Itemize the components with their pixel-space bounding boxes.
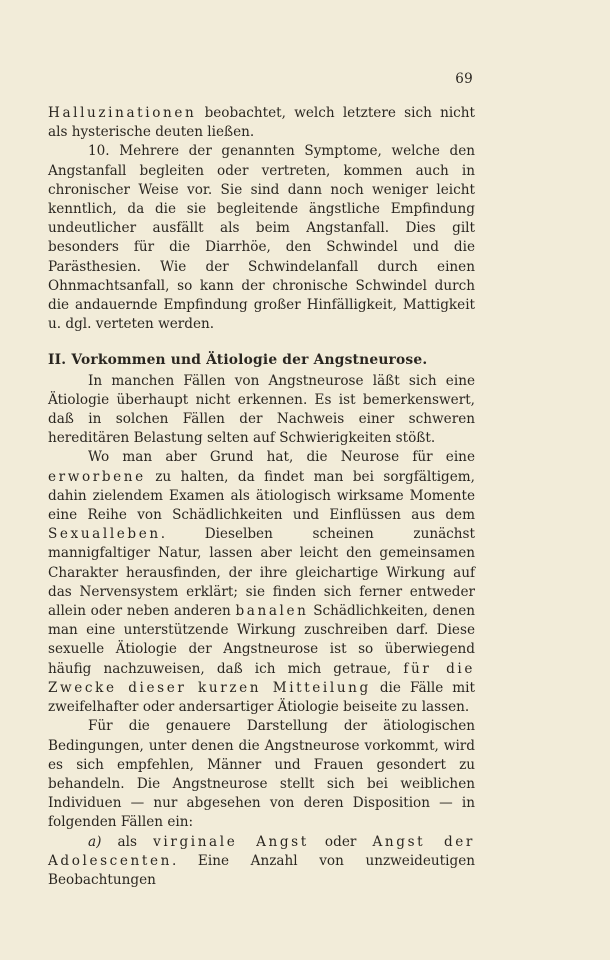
paragraph-symptoms: 10. Mehrere der genannten Symptome, welche den Angstanfall begleiten oder vertreten, kommen auch in chronischer Weise vor. Sie sind dann noch weniger leicht kenntlich, da die sie begleitende ängstliche Empfindung undeutlicher ausfällt als beim Angstanfall. Dies gilt besonders für die Diarrhöe, den Schwindel und die Parästhesien. Wie der Schwindelanfall durch einen Ohnmachtsanfall, so kann der chronische Schwindel durch die andauernde Empfindung großer Hinfälligkeit, Mattigkeit u. dgl. verteten werden. [48,143,475,333]
paragraph-conditions: Für die genauere Darstellung der ätiologischen Bedingungen, unter denen die Angstneurose vorkommt, wird es sich empfehlen, Männer und Frauen gesondert zu behandeln. Die Angstneurose stellt sich bei weiblichen Individuen — nur abgesehen von deren Disposition — in folgenden Fällen ein: [48,718,475,831]
paragraph-etiology-unknown: In manchen Fällen von Angstneurose läßt sich eine Ätiologie überhaupt nicht erkennen. Es ist bemerkenswert, daß in solchen Fällen der Nachweis einer schweren hereditären Belastung selten auf Schwierigkeiten stößt. [48,372,475,447]
paragraph-item-a [48,833,475,891]
text-run: Wo man aber Grund hat, die Neurose für eine [88,449,475,466]
text-run: Schädlichkeiten, denen man eine unterstützende Wirkung zuschreiben darf. Diese sexuelle Ätiologie der Angstneurose ist so überwiegend häufig nachzuweisen, daß ich mich getraue, [48,603,475,677]
text-run: die Fälle mit zweifelhafter oder andersartiger Ätiologie beiseite zu lassen. [48,679,475,716]
page-number: 69 [455,71,473,87]
emphasis-spaced: erworbene [48,468,146,485]
paragraph-continuation [48,104,475,142]
emphasis-spaced: Angst der Adolescenten [48,833,475,869]
text-run: oder [308,833,373,850]
text-run: . Eine Anzahl von unzweideutigen Beobachtungen [48,852,475,888]
list-letter: a) [88,833,102,850]
text-run: zu halten, da findet man bei sorgfältigem, dahin zielendem Examen als ätiologisch wirksame Momente eine Reihe von Schädlichkeiten und Einflüssen aus dem [48,468,475,524]
text-run: beobachtet, welch letztere sich nicht als hysterische deuten ließen. [48,105,475,141]
emphasis-spaced: für die Zwecke dieser kurzen Mitteilung [48,660,475,696]
emphasis-spaced: Halluzinationen [48,105,197,121]
emphasis-spaced: banalen [235,603,309,620]
page-body [48,104,475,890]
section-heading: II. Vorkommen und Ätiologie der Angstneurose. [48,352,428,369]
emphasis-spaced: Sexualleben [48,526,161,543]
text-run: als [101,833,154,850]
paragraph-acquired-neurosis [48,448,475,717]
text-run: . Dieselben scheinen zunächst mannigfaltiger Natur, lassen aber leicht den gemeinsamen Charakter herausfinden, der ihre gleichartige Wirkung auf das Nervensystem erklärt; sie finden sich ferner entweder allein oder neben anderen [48,526,475,620]
emphasis-spaced: virginale Angst [153,833,309,850]
